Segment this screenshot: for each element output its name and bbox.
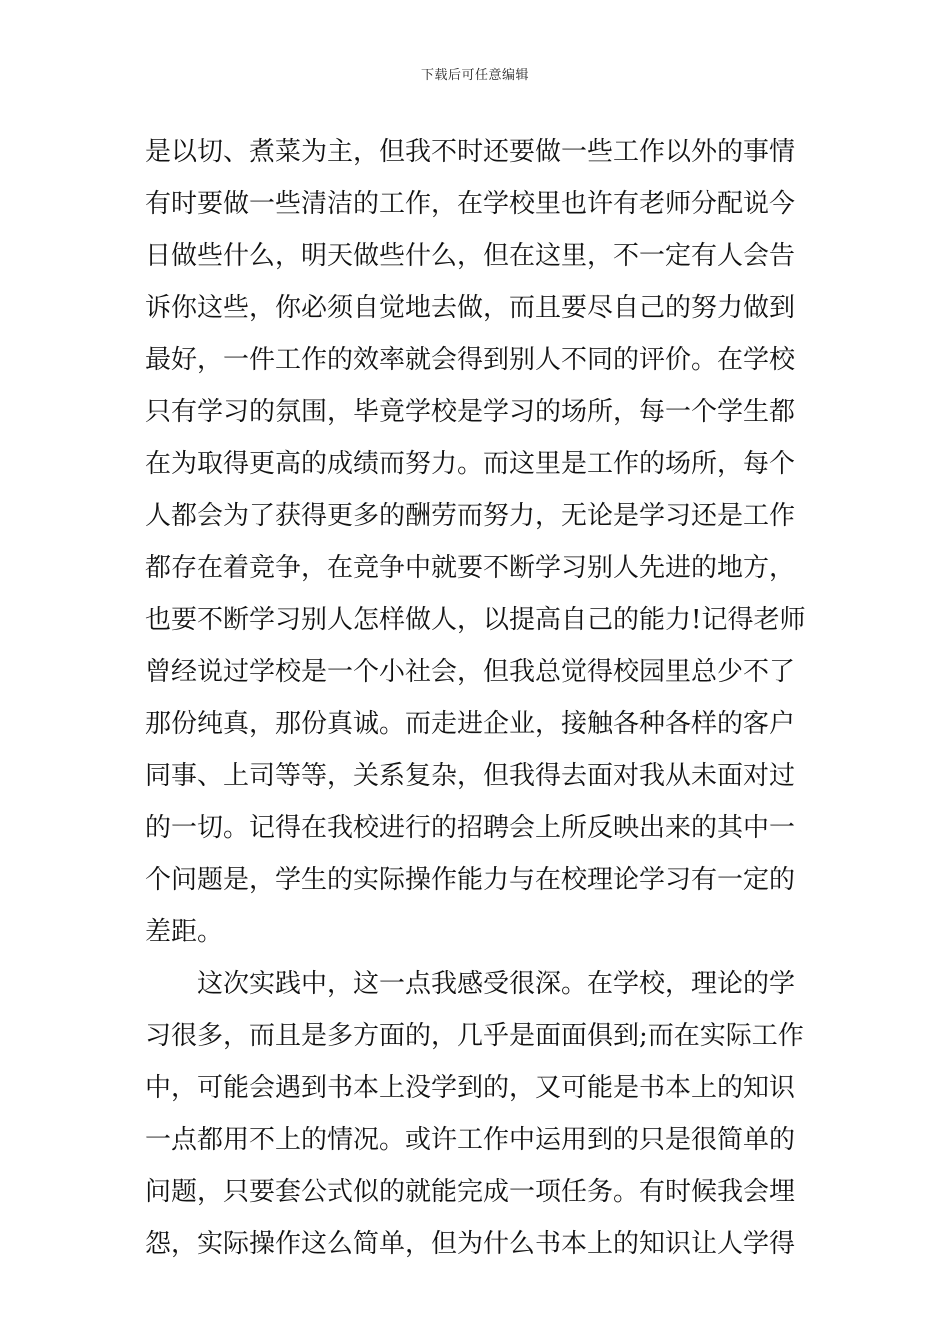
text-line: 的一切。记得在我校进行的招聘会上所反映出来的其中一 — [145, 813, 796, 843]
body-text — [145, 126, 815, 1270]
text-line: 问题，只要套公式似的就能完成一项任务。有时候我会埋 — [145, 1177, 796, 1207]
page-header: 下载后可任意编辑 — [420, 68, 529, 83]
text-line: 一点都用不上的情况。或许工作中运用到的只是很简单的 — [145, 1125, 796, 1155]
text-line: 诉你这些，你必须自觉地去做，而且要尽自己的努力做到 — [145, 293, 796, 323]
text-line: 这次实践中，这一点我感受很深。在学校，理论的学 — [197, 969, 796, 999]
text-line: 中，可能会遇到书本上没学到的，又可能是书本上的知识 — [145, 1073, 796, 1103]
text-line: 在为取得更高的成绩而努力。而这里是工作的场所，每个 — [145, 449, 796, 479]
text-line: 同事、上司等等，关系复杂，但我得去面对我从未面对过 — [145, 761, 796, 791]
text-line: 差距。 — [145, 917, 224, 947]
text-line: 有时要做一些清洁的工作，在学校里也许有老师分配说今 — [145, 189, 796, 219]
text-line: 日做些什么，明天做些什么，但在这里，不一定有人会告 — [145, 241, 796, 271]
text-line: 也要不断学习别人怎样做人，以提高自己的能力!记得老师 — [145, 605, 806, 635]
paragraph-1 — [145, 126, 815, 958]
text-line: 曾经说过学校是一个小社会，但我总觉得校园里总少不了 — [145, 657, 796, 687]
text-line: 那份纯真，那份真诚。而走进企业，接触各种各样的客户 — [145, 709, 796, 739]
paragraph-2 — [145, 958, 815, 1270]
text-line: 个问题是，学生的实际操作能力与在校理论学习有一定的 — [145, 865, 796, 895]
text-line: 最好，一件工作的效率就会得到别人不同的评价。在学校 — [145, 345, 796, 375]
text-line: 人都会为了获得更多的酬劳而努力，无论是学习还是工作 — [145, 501, 796, 531]
text-line: 只有学习的氛围，毕竟学校是学习的场所，每一个学生都 — [145, 397, 796, 427]
text-line: 习很多，而且是多方面的，几乎是面面俱到;而在实际工作 — [145, 1021, 804, 1051]
text-line: 是以切、煮菜为主，但我不时还要做一些工作以外的事情 — [145, 137, 796, 167]
text-line: 都存在着竞争，在竞争中就要不断学习别人先进的地方， — [145, 553, 796, 583]
text-line: 怨，实际操作这么简单，但为什么书本上的知识让人学得 — [145, 1229, 796, 1259]
